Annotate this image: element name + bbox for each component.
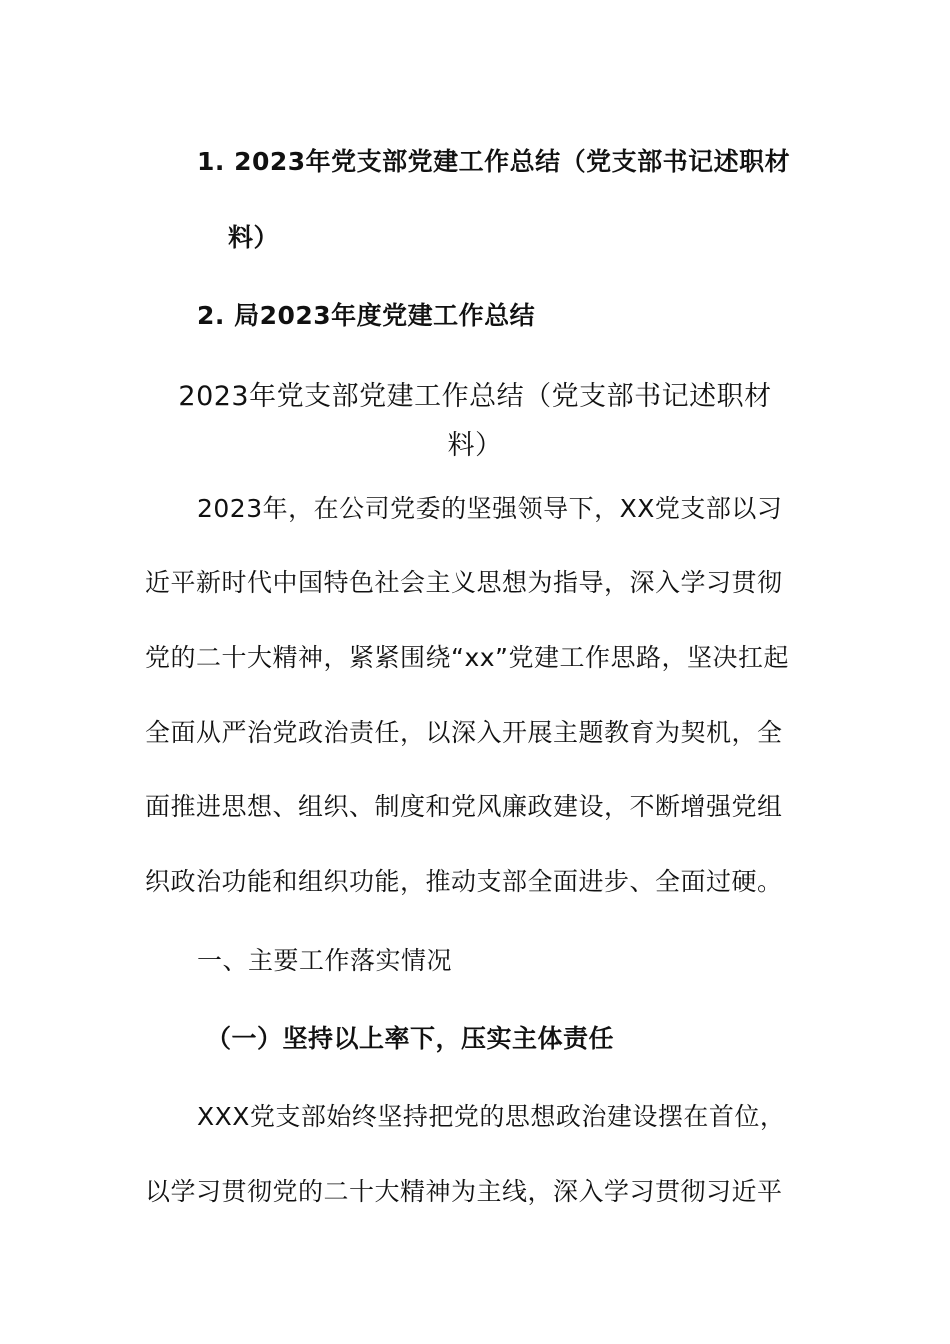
- document-title: 2023年党支部党建工作总结（党支部书记述职材: [178, 381, 772, 412]
- section-heading: 一、主要工作落实情况: [197, 946, 453, 975]
- toc-item-1-continued: 料）: [228, 223, 280, 252]
- paragraph-line: 党的二十大精神，紧紧围绕“xx”党建工作思路，坚决扛起: [145, 643, 789, 672]
- paragraph-line: 近平新时代中国特色社会主义思想为指导，深入学习贯彻: [145, 568, 783, 597]
- document-title-continued: 料）: [447, 430, 503, 461]
- toc-item-1: 1. 2023年党支部党建工作总结（党支部书记述职材: [197, 147, 791, 176]
- toc-item-2: 2. 局2023年度党建工作总结: [197, 301, 536, 330]
- paragraph-line: 全面从严治党政治责任，以深入开展主题教育为契机，全: [145, 718, 783, 747]
- paragraph-line: 2023年，在公司党委的坚强领导下，XX党支部以习: [197, 494, 783, 523]
- paragraph-line: XXX党支部始终坚持把党的思想政治建设摆在首位，: [197, 1102, 786, 1131]
- paragraph-line: 面推进思想、组织、制度和党风廉政建设，不断增强党组: [145, 792, 783, 821]
- paragraph-line: 织政治功能和组织功能，推动支部全面进步、全面过硬。: [145, 867, 783, 896]
- subsection-heading: （一）坚持以上率下，压实主体责任: [206, 1024, 615, 1053]
- paragraph-line: 以学习贯彻党的二十大精神为主线，深入学习贯彻习近平: [145, 1177, 783, 1206]
